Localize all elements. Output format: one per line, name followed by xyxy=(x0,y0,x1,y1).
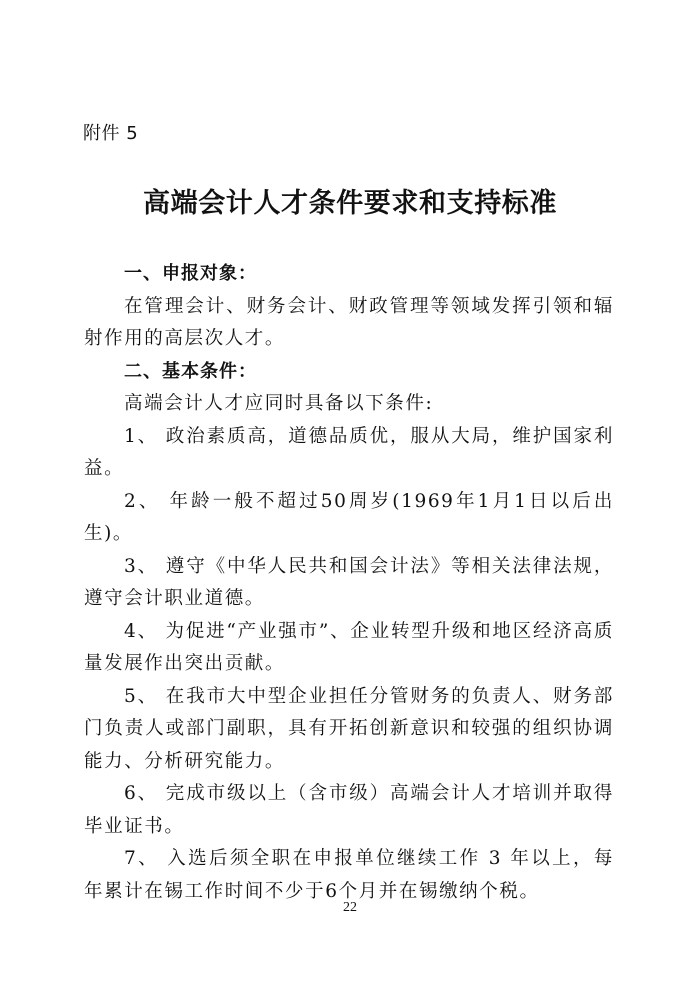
condition-item-1: 1、 政治素质高，道德品质优，服从大局，维护国家利益。 xyxy=(84,425,614,479)
condition-item-2: 2、 年龄一般不超过50周岁(1969年1月1日以后出生)。 xyxy=(84,490,614,544)
condition-item-5: 5、 在我市大中型企业担任分管财务的负责人、财务部门负责人或部门副职，具有开拓创新意识和较强的组织协调能力、分析研究能力。 xyxy=(84,685,614,772)
section-heading-basic-conditions: 二、基本条件： xyxy=(124,360,257,382)
condition-item-7: 7、 入选后须全职在申报单位继续工作 3 年以上，每年累计在锡工作时间不少于6个月并在锡缴纳个税。 xyxy=(84,848,614,902)
section-heading-applicants: 一、申报对象： xyxy=(124,263,257,284)
paragraph-applicants-description: 在管理会计、财务会计、财政管理等领域发挥引领和辐射作用的高层次人才。 xyxy=(84,295,614,349)
attachment-label: 附件 5 xyxy=(83,123,139,144)
paragraph-conditions-intro: 高端会计人才应同时具备以下条件: xyxy=(124,393,434,414)
condition-item-6: 6、 完成市级以上（含市级）高端会计人才培训并取得毕业证书。 xyxy=(84,783,614,837)
document-title: 高端会计人才条件要求和支持标准 xyxy=(143,188,557,219)
condition-item-4: 4、 为促进“产业强市”、企业转型升级和地区经济高质量发展作出突出贡献。 xyxy=(84,620,614,674)
condition-item-3: 3、 遵守《中华人民共和国会计法》等相关法律法规，遵守会计职业道德。 xyxy=(84,555,614,609)
document-body xyxy=(84,258,614,908)
page-number: 22 xyxy=(343,900,357,915)
